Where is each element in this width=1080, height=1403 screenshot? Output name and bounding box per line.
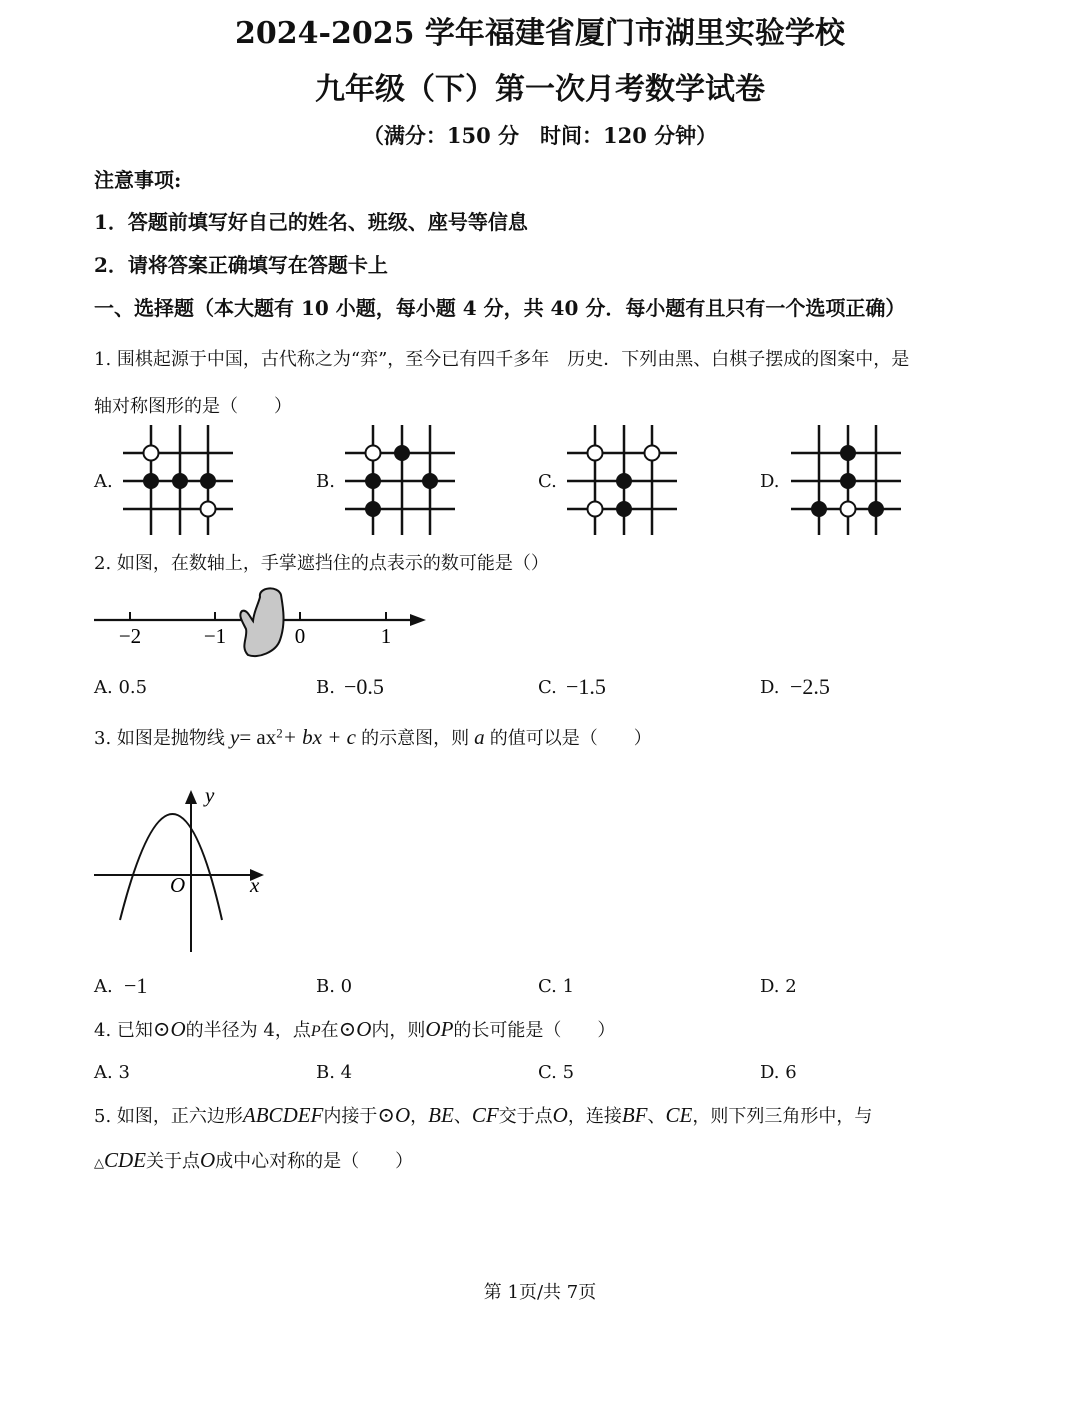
q5-o: O (552, 1103, 568, 1127)
black-stone (868, 501, 884, 517)
q1-option-c-label: C. (538, 471, 557, 492)
origin-label: O (170, 873, 186, 897)
q1-stem-line1: 1. 围棋起源于中国，古代称之为“弈”，至今已有四千多年 历史．下列由黑、白棋子摆成的图案中，是 (94, 349, 910, 370)
q5-s6: ，连接 (567, 1106, 622, 1127)
q5-s10: 成中心对称的是（ ） (215, 1151, 414, 1172)
q1-option-d-label: D. (760, 471, 780, 492)
q5-s9: 关于点 (146, 1151, 200, 1172)
q3-y: y (230, 725, 240, 749)
q2-option-d-value: −2.5 (790, 674, 830, 699)
q2-option-c-value: −1.5 (566, 674, 606, 699)
q5-s3: ， (410, 1106, 429, 1127)
q3-option-c: C. 1 (538, 976, 575, 997)
q5-be: BE (428, 1103, 454, 1127)
q3-parabola-figure (90, 780, 290, 960)
q4-p: P (310, 1023, 321, 1040)
q3-option-d: D. 2 (760, 976, 797, 997)
q3-stem-a: 3. 如图是抛物线 (94, 728, 225, 749)
q4-circle-o: ⊙O (152, 1017, 186, 1041)
q4-s5: 的长可能是（ ） (453, 1020, 616, 1041)
q3-stem-c: 的值可以是（ ） (489, 728, 652, 749)
black-stone (365, 473, 381, 489)
tick-label: −1 (203, 624, 227, 648)
q4-option-b: B. 4 (316, 1062, 353, 1083)
exam-meta: （满分：150 分 时间：120 分钟） (362, 123, 718, 148)
tick-label: 1 (380, 624, 392, 648)
q5-s5: 交于点 (498, 1106, 553, 1127)
arrow-icon (185, 790, 197, 804)
q5-hexagon: ABCDEF (242, 1103, 324, 1127)
black-stone (365, 501, 381, 517)
tick-label: −2 (118, 624, 142, 648)
parabola-curve (120, 814, 222, 920)
white-stone (201, 502, 216, 517)
q5-s2: 内接于 (323, 1106, 378, 1127)
arrow-icon (410, 614, 426, 626)
q3-stem (94, 724, 652, 750)
q2-option-b-letter: B. (316, 677, 335, 698)
q5-s1: 5. 如图，正六边形 (94, 1106, 243, 1127)
q5-s4: 、 (453, 1106, 472, 1127)
q2-stem: 2. 如图，在数轴上，手掌遮挡住的点表示的数可能是（） (94, 553, 549, 574)
q4-s2: 的半径为 4，点 (185, 1020, 311, 1041)
q2-option-c-letter: C. (538, 677, 557, 698)
q4-s1: 4. 已知 (94, 1020, 153, 1041)
q3-option-a-letter: A. (94, 976, 113, 997)
q2-option-a: A. 0.5 (94, 677, 148, 698)
page-title-line2: 九年级（下）第一次月考数学试卷 (315, 72, 765, 107)
q4-stem (94, 1016, 615, 1042)
x-label: x (250, 873, 260, 897)
q1-figure-a (118, 420, 238, 540)
white-stone (645, 446, 660, 461)
triangle-icon: △ (94, 1156, 104, 1171)
q2-number-line (90, 585, 450, 665)
black-stone (394, 445, 410, 461)
black-stone (616, 501, 632, 517)
q3-option-a-value: −1 (124, 973, 148, 998)
q5-stem-line1 (94, 1102, 872, 1128)
q3-a: a (474, 725, 485, 749)
q3-eq2: + bx + c (282, 725, 356, 749)
q1-figure-c (562, 420, 682, 540)
q3-sup: 2 (276, 725, 283, 741)
tick-label: 0 (294, 624, 306, 648)
q5-stem-line2 (94, 1147, 413, 1173)
q3-eq1: = ax (239, 725, 277, 749)
q2-option-d-letter: D. (760, 677, 780, 698)
q5-ce: CE (665, 1103, 693, 1127)
q5-circle-o: ⊙O (377, 1103, 411, 1127)
q5-o2: O (200, 1148, 216, 1172)
q4-s3: 在 (320, 1020, 339, 1041)
q4-option-d: D. 6 (760, 1062, 797, 1083)
q3-stem-b: 的示意图，则 (361, 728, 470, 749)
q4-option-c: C. 5 (538, 1062, 575, 1083)
q1-figure-d (786, 420, 906, 540)
white-stone (588, 502, 603, 517)
q3-option-b: B. 0 (316, 976, 353, 997)
section-heading: 一、选择题（本大题有 10 小题，每小题 4 分，共 40 分．每小题有且只有一个选项正确） (94, 296, 906, 320)
black-stone (422, 473, 438, 489)
black-stone (840, 473, 856, 489)
q5-bf: BF (621, 1103, 648, 1127)
notes-heading: 注意事项: (94, 168, 182, 192)
white-stone (588, 446, 603, 461)
q1-option-b-label: B. (316, 471, 335, 492)
black-stone (200, 473, 216, 489)
q1-option-a-label: A. (94, 471, 113, 492)
q4-circle-o-2: ⊙O (338, 1017, 372, 1041)
q2-option-b-value: −0.5 (344, 674, 384, 699)
black-stone (143, 473, 159, 489)
q1-figure-b (340, 420, 460, 540)
page-title-line1: 2024-2025 学年福建省厦门市湖里实验学校 (235, 16, 845, 51)
notes-item-2: 2．请将答案正确填写在答题卡上 (94, 253, 388, 277)
black-stone (616, 473, 632, 489)
q5-cde: CDE (104, 1148, 146, 1172)
white-stone (144, 446, 159, 461)
q5-s7: 、 (647, 1106, 666, 1127)
black-stone (840, 445, 856, 461)
q1-stem-line2: 轴对称图形的是（ ） (94, 396, 292, 417)
page-number: 第 1页/共 7页 (483, 1282, 597, 1303)
y-label: y (205, 783, 215, 807)
q5-s8: ，则下列三角形中，与 (692, 1106, 873, 1127)
hand-icon (240, 588, 283, 656)
q5-cf: CF (471, 1103, 499, 1127)
q4-option-a: A. 3 (94, 1062, 130, 1083)
black-stone (811, 501, 827, 517)
notes-item-1: 1．答题前填写好自己的姓名、班级、座号等信息 (94, 210, 528, 234)
white-stone (841, 502, 856, 517)
black-stone (172, 473, 188, 489)
white-stone (366, 446, 381, 461)
q4-s4: 内，则 (371, 1020, 426, 1041)
q4-op: OP (425, 1017, 454, 1041)
